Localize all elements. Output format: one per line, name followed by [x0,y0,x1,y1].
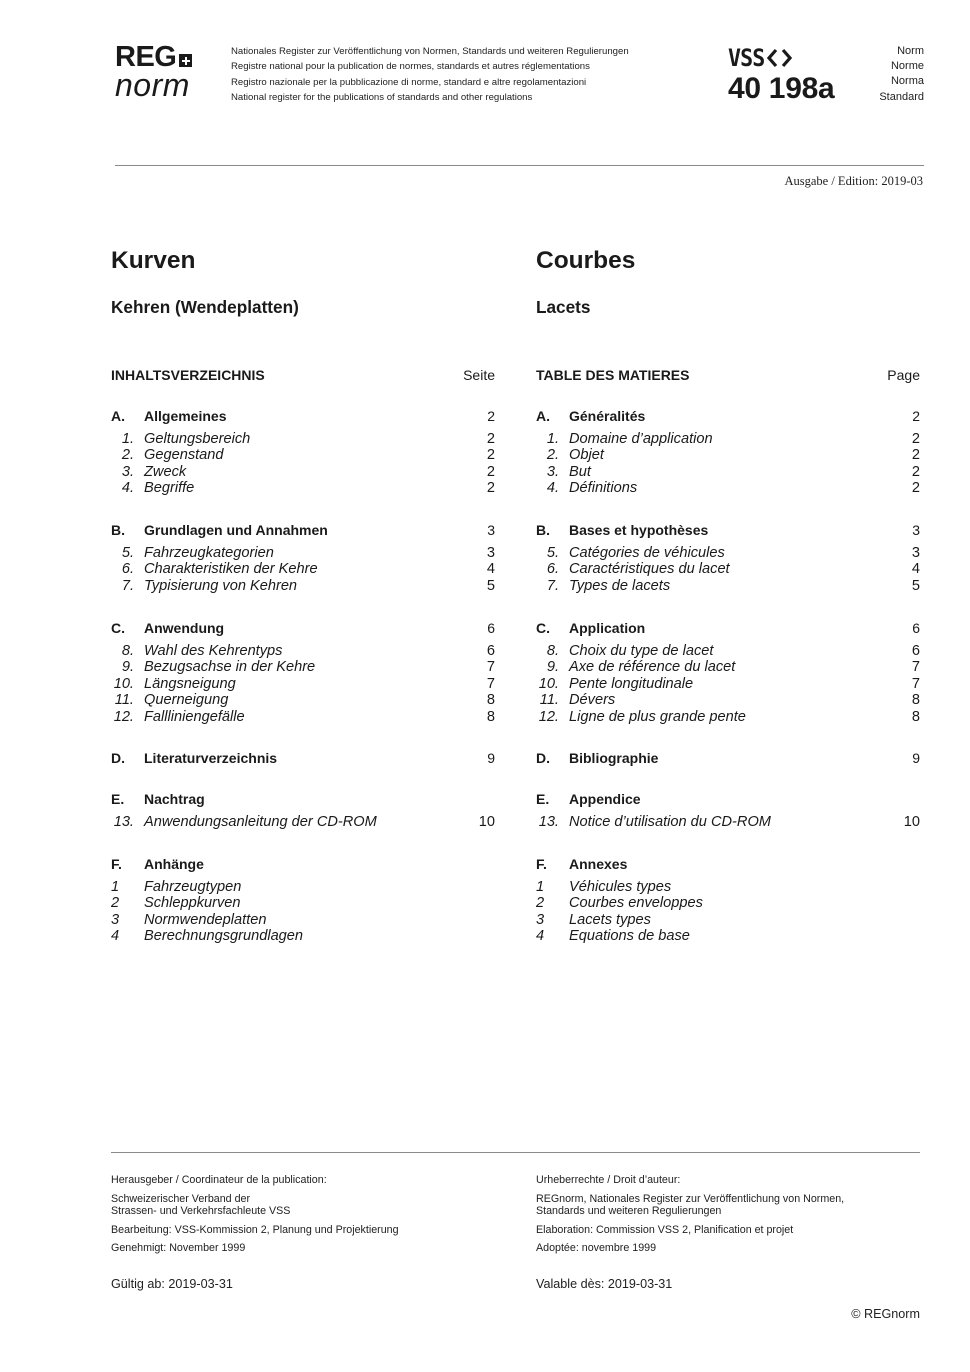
toc-item-number: 13. [113,814,134,830]
toc-item-number: 5. [546,545,559,561]
toc-item-number: 2. [121,447,134,464]
adoption-date: Adoptée: novembre 1999 [536,1242,657,1255]
toc-item-title: Typisierung von Kehren [144,577,298,594]
toc-item [111,692,495,708]
toc-item [111,912,495,928]
toc-item-number: 3. [546,463,559,480]
toc-item [536,676,920,692]
toc-item-title: But [569,463,591,480]
norm-label-it: Norma [890,75,924,88]
toc-item-page: 6 [486,643,495,659]
toc-item-title: Längsneigung [144,675,236,692]
footer-publisher [111,1174,511,1291]
toc-section [111,619,495,725]
toc-item-title: Pente longitudinale [569,675,694,692]
toc-item-number: 3 [536,911,545,928]
toc-section-title: Allgemeines [144,408,227,424]
toc-item-number: 3 [111,911,120,928]
toc-section-heading [536,619,920,637]
toc-section-title: Bibliographie [569,750,659,766]
toc-item [111,431,495,447]
toc-item-number: 7. [121,577,134,594]
page-column-label-fr: Page [887,367,920,383]
toc-section-title: Anhänge [144,856,204,872]
register-line-fr: Registre national pour la publication de normes, standards et autres réglementations [231,61,590,73]
editing-info: Bearbeitung: VSS-Kommission 2, Planung und Projektierung [111,1223,399,1236]
toc-item-number: 1 [536,879,545,895]
toc-section-heading [111,855,495,873]
swiss-cross-icon [179,54,192,67]
toc-item-page [900,895,920,911]
valid-from-fr: Valable dès: 2019-03-31 [536,1277,673,1291]
toc-item [536,814,920,830]
toc-section-letter: D. [111,750,125,766]
toc-label-de: INHALTSVERZEICHNIS [111,367,265,383]
toc-item-list [536,431,920,497]
toc-item [536,879,920,895]
toc-item-title: Schleppkurven [144,895,241,912]
toc-section [536,790,920,830]
page-subtitle-de: Kehren (Wendeplatten) [111,297,299,317]
toc-item [536,709,920,725]
toc-section-letter: B. [536,522,550,538]
toc-section-title: Grundlagen und Annahmen [144,522,328,538]
toc-item-title: Objet [569,447,604,464]
toc-section-heading [111,521,495,539]
toc-section-page: 3 [912,522,920,538]
toc-item-page: 2 [486,447,495,464]
toc-item-number: 1. [546,431,559,447]
toc-item [111,895,495,911]
vss-chevron-icon [766,47,796,69]
toc-item [536,643,920,659]
toc-item [111,480,495,496]
approval-date: Genehmigt: November 1999 [111,1242,246,1255]
toc-item-page: 2 [911,447,920,464]
toc-item [536,480,920,496]
vss-norm-mark [728,44,834,105]
norm-label-en: Standard [879,90,924,103]
toc-item-number: 2 [536,895,545,912]
toc-item [536,895,920,911]
page-column-label-de: Seite [463,367,495,383]
toc-section-letter: F. [536,856,547,872]
toc-item-page: 2 [486,463,495,480]
page-subtitle-fr: Lacets [536,297,591,317]
toc-item-title: Querneigung [144,692,229,709]
toc-section-title: Literaturverzeichnis [144,750,278,766]
toc-section-page [900,790,920,808]
toc-item-title: Types de lacets [569,577,671,594]
norm-number: 40 198a [728,72,835,105]
toc-section-letter: B. [111,522,125,538]
copyright-line2: Standards und weiteren Regulierungen [536,1205,722,1218]
toc-item-title: Equations de base [569,928,690,945]
elaboration-info: Elaboration: Commission VSS 2, Planification et projet [536,1223,794,1236]
toc-item-number: 8. [121,643,134,659]
toc-section-title: Anwendung [144,620,225,636]
copyright-notice: © REGnorm [851,1307,920,1321]
page-title-de: Kurven [111,247,196,274]
toc-section-page: 2 [487,408,495,424]
toc-item-number: 2 [111,895,120,912]
toc-item-list [111,545,495,594]
toc-item-title: Charakteristiken der Kehre [144,561,318,578]
toc-item [536,928,920,944]
toc-item [536,545,920,561]
toc-item-page: 8 [911,708,920,725]
toc-item [111,545,495,561]
toc-item-list [111,879,495,945]
toc-section-title: Bases et hypothèses [569,522,709,538]
toc-item [536,692,920,708]
toc-section-letter: F. [111,856,122,872]
toc-item-title: Axe de référence du lacet [569,659,736,676]
toc-item-number: 9. [546,659,559,676]
toc-section-heading [111,407,495,425]
toc-item-title: Définitions [569,480,638,497]
toc-item-page [475,912,495,928]
toc-item-number: 3. [121,463,134,480]
toc-section [111,855,495,945]
toc-item-list [111,814,495,830]
toc-item-number: 8. [546,643,559,659]
toc-item-number: 13. [538,814,559,830]
toc-item-number: 4. [546,480,559,497]
toc-item-title: Fallliniengefälle [144,708,245,725]
publisher-line1: Schweizerischer Verband der [111,1192,251,1205]
toc-item-title: Choix du type de lacet [569,643,714,659]
toc-section-heading [536,407,920,425]
toc-item-title: Lacets types [569,911,651,928]
toc-item-title: Berechnungsgrundlagen [144,928,304,945]
toc-item-title: Courbes enveloppes [569,895,703,912]
toc-item-number: 4. [121,480,134,497]
toc-section-heading [536,855,920,873]
toc-item-page: 7 [486,659,495,676]
toc-item-title: Notice d’utilisation du CD-ROM [569,814,771,830]
toc-item [111,659,495,675]
toc-item-title: Geltungsbereich [144,431,251,447]
toc-section-letter: C. [111,620,125,636]
toc-item-page [900,928,920,944]
toc-section-heading [111,619,495,637]
toc-item-title: Dévers [569,692,616,709]
toc-item [111,676,495,692]
toc-item [536,464,920,480]
toc-item-number: 12. [113,708,134,725]
toc-item-number: 9. [121,659,134,676]
toc-item-title: Begriffe [144,480,195,497]
toc-item-page: 5 [911,577,920,594]
toc-section [111,790,495,830]
toc-item-title: Catégories de véhicules [569,545,725,561]
toc-item-title: Normwendeplatten [144,911,267,928]
toc-section-title: Généralités [569,408,646,424]
toc-item-page [900,912,920,928]
norm-label-fr: Norme [890,60,924,73]
toc-section-heading [536,749,920,767]
toc-item-page [475,879,495,895]
toc-item-number: 5. [121,545,134,561]
toc-item-number: 2. [546,447,559,464]
toc-item-list [111,431,495,497]
toc-section [111,407,495,497]
toc-section-page [475,855,495,873]
toc-section-heading [111,790,495,808]
toc-item [111,464,495,480]
toc-item-page: 3 [486,545,495,561]
norm-label-de: Norm [897,45,924,57]
vss-logo-text: VSS [728,44,765,72]
toc-section-page [900,855,920,873]
toc-section-page: 9 [912,750,920,766]
toc-section-letter: A. [111,408,125,424]
toc-item-page: 10 [478,814,495,830]
valid-from-de: Gültig ab: 2019-03-31 [111,1277,233,1291]
toc-item [111,561,495,577]
toc-item-title: Zweck [144,463,187,480]
register-line-it: Registro nazionale per la pubblicazione di norme, standard e altre regolamentazioni [231,76,587,88]
toc-item-page [475,895,495,911]
toc-section-page: 2 [912,408,920,424]
toc-header-de [111,366,495,384]
toc-item-number: 6. [546,561,559,578]
copyright-line1: REGnorm, Nationales Register zur Veröffentlichung von Normen, [536,1192,845,1205]
toc-item-number: 11. [539,692,559,709]
toc-item-list [536,814,920,830]
toc-section [111,749,495,767]
toc-section-page: 6 [487,620,495,636]
toc-item [536,578,920,594]
toc-item-page: 2 [911,463,920,480]
toc-item-page: 7 [911,675,920,692]
toc-section-heading [111,749,495,767]
toc-item-list [536,879,920,945]
register-description [231,44,629,106]
toc-section-title: Application [569,620,646,636]
toc-item-title: Gegenstand [144,447,224,464]
header-divider [115,165,924,166]
toc-section [536,619,920,725]
toc-item-number: 10. [113,675,134,692]
toc-item-page: 4 [486,561,495,578]
toc-section-title: Nachtrag [144,791,205,807]
toc-item-page: 7 [911,659,920,676]
toc-section [536,749,920,767]
toc-item [536,447,920,463]
toc-item-number: 10. [538,675,559,692]
toc-section-page: 3 [487,522,495,538]
toc-section [536,521,920,594]
toc-item-number: 6. [121,561,134,578]
toc-item-title: Wahl des Kehrentyps [144,643,283,659]
toc-section-page: 6 [912,620,920,636]
toc-item [111,814,495,830]
toc-item-page: 6 [911,643,920,659]
toc-item [536,561,920,577]
toc-item [111,643,495,659]
toc-item-page: 8 [486,708,495,725]
footer-divider [111,1152,920,1153]
logo-norm-text: norm [115,67,190,103]
toc-item-title: Caractéristiques du lacet [569,561,730,578]
toc-item-number: 11. [114,692,134,709]
toc-item-title: Véhicules types [569,879,672,895]
toc-item-number: 1 [111,879,120,895]
toc-label-fr: TABLE DES MATIERES [536,367,690,383]
publisher-line2: Strassen- und Verkehrsfachleute VSS [111,1205,291,1218]
register-line-de: Nationales Register zur Veröffentlichung von Normen, Standards und weiteren Regulierungen [231,46,629,57]
toc-item [536,431,920,447]
toc-section-page: 9 [487,750,495,766]
toc-section [111,521,495,594]
toc-item-page: 2 [486,480,495,497]
toc-item-page [475,928,495,944]
toc-section-letter: A. [536,408,550,424]
logo-reg-text: REG [115,41,177,73]
toc-item-list [111,643,495,725]
toc-section-letter: D. [536,750,550,766]
toc-item-list [536,545,920,594]
toc-item-page: 7 [486,675,495,692]
edition-label: Ausgabe / Edition: 2019-03 [784,174,923,188]
toc-item-page: 2 [911,480,920,497]
toc-section [536,407,920,497]
toc-item-number: 12. [538,708,559,725]
toc-item-title: Fahrzeugtypen [144,879,242,895]
toc-item [111,447,495,463]
toc-section-title: Annexes [569,856,628,872]
publisher-label: Herausgeber / Coordinateur de la publication: [111,1174,327,1186]
toc-item-page: 8 [486,692,495,709]
toc-item-number: 4 [111,928,120,945]
toc-section-letter: C. [536,620,550,636]
footer-copyright [536,1174,920,1291]
toc-item-page: 3 [911,545,920,561]
toc-item-page: 10 [903,814,920,830]
toc-item-title: Bezugsachse in der Kehre [144,659,316,676]
toc-section-page [475,790,495,808]
page-title-fr: Courbes [536,247,636,274]
toc-item-page: 4 [911,561,920,578]
toc-item-page: 8 [911,692,920,709]
toc-item [111,578,495,594]
toc-section-letter: E. [111,791,125,807]
toc-item-number: 1. [121,431,134,447]
toc-section [536,855,920,945]
toc-section-heading [536,790,920,808]
toc-item [536,659,920,675]
copyright-label: Urheberrechte / Droit d’auteur: [536,1174,681,1186]
toc-item-title: Ligne de plus grande pente [569,708,746,725]
toc-section-title: Appendice [569,791,641,807]
toc-item-number: 4 [536,928,545,945]
toc-item-page: 5 [486,577,495,594]
toc-item [536,912,920,928]
toc-item-title: Anwendungsanleitung der CD-ROM [144,814,377,830]
toc-item [111,709,495,725]
toc-section-letter: E. [536,791,550,807]
toc-item-title: Fahrzeugkategorien [144,545,274,561]
norm-type-labels [879,44,924,105]
toc-section-heading [536,521,920,539]
toc-item-page: 2 [911,431,920,447]
toc-item-page [900,879,920,895]
toc-item-title: Domaine d’application [569,431,713,447]
toc-header-fr [536,366,920,384]
toc-item-list [536,643,920,725]
toc-item-number: 7. [546,577,559,594]
toc-item [111,928,495,944]
register-line-en: National register for the publications of standards and other regulations [231,92,533,104]
regnorm-logo [115,41,215,103]
toc-item-page: 2 [486,431,495,447]
toc-item [111,879,495,895]
